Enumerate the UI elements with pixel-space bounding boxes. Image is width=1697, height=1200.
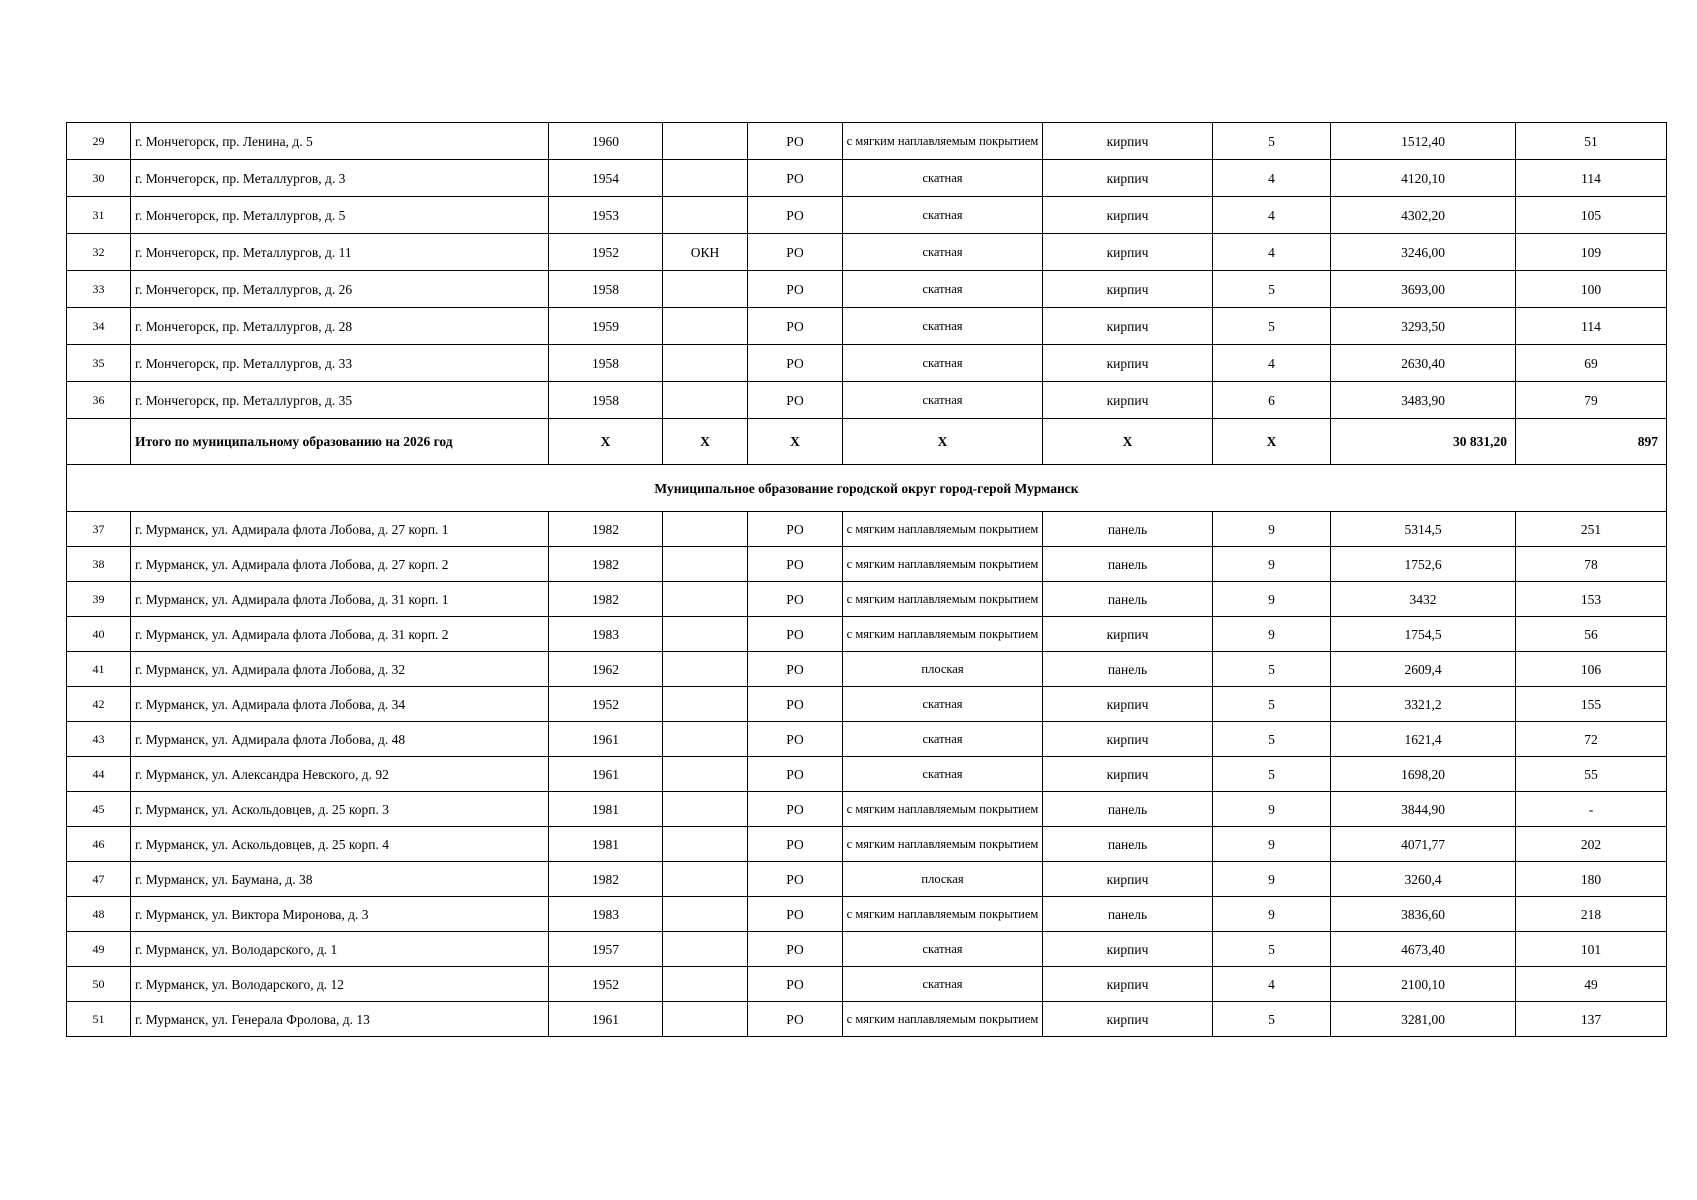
flats-cell: - <box>1516 792 1667 827</box>
year-cell: 1952 <box>549 967 663 1002</box>
row-number: 44 <box>67 757 131 792</box>
flats-cell: 114 <box>1516 160 1667 197</box>
row-number: 35 <box>67 345 131 382</box>
okn-cell <box>663 512 748 547</box>
floors-cell: 5 <box>1213 123 1331 160</box>
wall-material-cell: панель <box>1043 827 1213 862</box>
area-cell: 2609,4 <box>1331 652 1516 687</box>
okn-cell <box>663 687 748 722</box>
year-cell: 1981 <box>549 792 663 827</box>
row-number: 32 <box>67 234 131 271</box>
year-cell: 1982 <box>549 582 663 617</box>
ro-cell: РО <box>748 271 843 308</box>
section-row <box>67 465 1667 512</box>
flats-cell: 137 <box>1516 1002 1667 1037</box>
table-row <box>67 160 1667 197</box>
address-cell: г. Мончегорск, пр. Ленина, д. 5 <box>131 123 549 160</box>
section-title: Муниципальное образование городской округ город-герой Мурманск <box>67 465 1667 512</box>
ro-cell: РО <box>748 160 843 197</box>
roof-type-cell: плоская <box>843 652 1043 687</box>
table-row <box>67 271 1667 308</box>
total-floors: Х <box>1213 419 1331 465</box>
ro-cell: РО <box>748 687 843 722</box>
address-cell: г. Мончегорск, пр. Металлургов, д. 33 <box>131 345 549 382</box>
table-row <box>67 827 1667 862</box>
area-cell: 3844,90 <box>1331 792 1516 827</box>
table-row <box>67 1002 1667 1037</box>
floors-cell: 9 <box>1213 547 1331 582</box>
address-cell: г. Мурманск, ул. Володарского, д. 1 <box>131 932 549 967</box>
wall-material-cell: панель <box>1043 792 1213 827</box>
wall-material-cell: панель <box>1043 547 1213 582</box>
wall-material-cell: кирпич <box>1043 197 1213 234</box>
row-number: 40 <box>67 617 131 652</box>
table-row <box>67 897 1667 932</box>
okn-cell <box>663 308 748 345</box>
floors-cell: 5 <box>1213 932 1331 967</box>
total-ro: Х <box>748 419 843 465</box>
okn-cell <box>663 271 748 308</box>
okn-cell <box>663 862 748 897</box>
year-cell: 1958 <box>549 271 663 308</box>
row-number: 47 <box>67 862 131 897</box>
wall-material-cell: кирпич <box>1043 271 1213 308</box>
total-row <box>67 419 1667 465</box>
flats-cell: 72 <box>1516 722 1667 757</box>
wall-material-cell: панель <box>1043 512 1213 547</box>
total-year: Х <box>549 419 663 465</box>
roof-type-cell: с мягким наплавляемым покрытием <box>843 827 1043 862</box>
ro-cell: РО <box>748 792 843 827</box>
table-row <box>67 687 1667 722</box>
roof-type-cell: с мягким наплавляемым покрытием <box>843 512 1043 547</box>
wall-material-cell: кирпич <box>1043 967 1213 1002</box>
ro-cell: РО <box>748 345 843 382</box>
floors-cell: 9 <box>1213 582 1331 617</box>
table-row <box>67 722 1667 757</box>
ro-cell: РО <box>748 308 843 345</box>
roof-type-cell: скатная <box>843 234 1043 271</box>
flats-cell: 114 <box>1516 308 1667 345</box>
address-cell: г. Мурманск, ул. Баумана, д. 38 <box>131 862 549 897</box>
ro-cell: РО <box>748 652 843 687</box>
address-cell: г. Мурманск, ул. Адмирала флота Лобова, д. 31 корп. 2 <box>131 617 549 652</box>
table-row <box>67 582 1667 617</box>
ro-cell: РО <box>748 234 843 271</box>
housing-table <box>66 122 1667 1037</box>
table-row <box>67 234 1667 271</box>
year-cell: 1982 <box>549 547 663 582</box>
area-cell: 4673,40 <box>1331 932 1516 967</box>
area-cell: 1698,20 <box>1331 757 1516 792</box>
table-row <box>67 862 1667 897</box>
address-cell: г. Мурманск, ул. Александра Невского, д. 92 <box>131 757 549 792</box>
ro-cell: РО <box>748 617 843 652</box>
address-cell: г. Мончегорск, пр. Металлургов, д. 35 <box>131 382 549 419</box>
area-cell: 3321,2 <box>1331 687 1516 722</box>
flats-cell: 153 <box>1516 582 1667 617</box>
area-cell: 1621,4 <box>1331 722 1516 757</box>
row-number: 50 <box>67 967 131 1002</box>
wall-material-cell: кирпич <box>1043 757 1213 792</box>
row-number: 37 <box>67 512 131 547</box>
table-row <box>67 197 1667 234</box>
address-cell: г. Мурманск, ул. Виктора Миронова, д. 3 <box>131 897 549 932</box>
year-cell: 1962 <box>549 652 663 687</box>
flats-cell: 251 <box>1516 512 1667 547</box>
total-label: Итого по муниципальному образованию на 2026 год <box>131 419 549 465</box>
wall-material-cell: кирпич <box>1043 345 1213 382</box>
flats-cell: 78 <box>1516 547 1667 582</box>
floors-cell: 4 <box>1213 197 1331 234</box>
address-cell: г. Мурманск, ул. Адмирала флота Лобова, д. 32 <box>131 652 549 687</box>
table-row <box>67 547 1667 582</box>
year-cell: 1982 <box>549 512 663 547</box>
block1-body <box>67 123 1667 419</box>
ro-cell: РО <box>748 967 843 1002</box>
table-row <box>67 932 1667 967</box>
table-row <box>67 617 1667 652</box>
area-cell: 4302,20 <box>1331 197 1516 234</box>
row-number: 41 <box>67 652 131 687</box>
row-number: 31 <box>67 197 131 234</box>
row-number: 42 <box>67 687 131 722</box>
row-number: 49 <box>67 932 131 967</box>
roof-type-cell: скатная <box>843 687 1043 722</box>
year-cell: 1983 <box>549 617 663 652</box>
floors-cell: 5 <box>1213 1002 1331 1037</box>
wall-material-cell: кирпич <box>1043 1002 1213 1037</box>
roof-type-cell: скатная <box>843 932 1043 967</box>
flats-cell: 69 <box>1516 345 1667 382</box>
ro-cell: РО <box>748 827 843 862</box>
okn-cell <box>663 932 748 967</box>
flats-cell: 218 <box>1516 897 1667 932</box>
okn-cell <box>663 792 748 827</box>
row-number: 48 <box>67 897 131 932</box>
year-cell: 1952 <box>549 234 663 271</box>
okn-cell: ОКН <box>663 234 748 271</box>
roof-type-cell: скатная <box>843 967 1043 1002</box>
wall-material-cell: кирпич <box>1043 382 1213 419</box>
flats-cell: 79 <box>1516 382 1667 419</box>
floors-cell: 5 <box>1213 687 1331 722</box>
floors-cell: 5 <box>1213 722 1331 757</box>
roof-type-cell: скатная <box>843 382 1043 419</box>
row-number: 33 <box>67 271 131 308</box>
flats-cell: 105 <box>1516 197 1667 234</box>
floors-cell: 9 <box>1213 827 1331 862</box>
wall-material-cell: панель <box>1043 582 1213 617</box>
year-cell: 1983 <box>549 897 663 932</box>
year-cell: 1958 <box>549 382 663 419</box>
flats-cell: 55 <box>1516 757 1667 792</box>
address-cell: г. Мурманск, ул. Адмирала флота Лобова, д. 34 <box>131 687 549 722</box>
roof-type-cell: скатная <box>843 271 1043 308</box>
year-cell: 1961 <box>549 722 663 757</box>
flats-cell: 109 <box>1516 234 1667 271</box>
year-cell: 1961 <box>549 757 663 792</box>
ro-cell: РО <box>748 932 843 967</box>
okn-cell <box>663 617 748 652</box>
roof-type-cell: с мягким наплавляемым покрытием <box>843 547 1043 582</box>
ro-cell: РО <box>748 722 843 757</box>
okn-cell <box>663 197 748 234</box>
ro-cell: РО <box>748 1002 843 1037</box>
okn-cell <box>663 757 748 792</box>
okn-cell <box>663 967 748 1002</box>
flats-cell: 180 <box>1516 862 1667 897</box>
wall-material-cell: панель <box>1043 652 1213 687</box>
total-body <box>67 419 1667 512</box>
address-cell: г. Мончегорск, пр. Металлургов, д. 26 <box>131 271 549 308</box>
row-number: 45 <box>67 792 131 827</box>
row-number: 39 <box>67 582 131 617</box>
year-cell: 1958 <box>549 345 663 382</box>
area-cell: 2100,10 <box>1331 967 1516 1002</box>
roof-type-cell: с мягким наплавляемым покрытием <box>843 617 1043 652</box>
year-cell: 1959 <box>549 308 663 345</box>
address-cell: г. Мурманск, ул. Адмирала флота Лобова, д. 27 корп. 1 <box>131 512 549 547</box>
roof-type-cell: скатная <box>843 757 1043 792</box>
wall-material-cell: панель <box>1043 897 1213 932</box>
wall-material-cell: кирпич <box>1043 308 1213 345</box>
floors-cell: 5 <box>1213 308 1331 345</box>
area-cell: 4071,77 <box>1331 827 1516 862</box>
wall-material-cell: кирпич <box>1043 722 1213 757</box>
wall-material-cell: кирпич <box>1043 123 1213 160</box>
okn-cell <box>663 160 748 197</box>
area-cell: 3836,60 <box>1331 897 1516 932</box>
roof-type-cell: плоская <box>843 862 1043 897</box>
roof-type-cell: с мягким наплавляемым покрытием <box>843 123 1043 160</box>
ro-cell: РО <box>748 582 843 617</box>
flats-cell: 202 <box>1516 827 1667 862</box>
okn-cell <box>663 582 748 617</box>
total-flats: 897 <box>1516 419 1667 465</box>
ro-cell: РО <box>748 512 843 547</box>
okn-cell <box>663 547 748 582</box>
ro-cell: РО <box>748 197 843 234</box>
flats-cell: 100 <box>1516 271 1667 308</box>
table-row <box>67 308 1667 345</box>
ro-cell: РО <box>748 757 843 792</box>
okn-cell <box>663 827 748 862</box>
year-cell: 1981 <box>549 827 663 862</box>
address-cell: г. Мурманск, ул. Адмирала флота Лобова, д. 27 корп. 2 <box>131 547 549 582</box>
floors-cell: 4 <box>1213 967 1331 1002</box>
year-cell: 1953 <box>549 197 663 234</box>
area-cell: 3483,90 <box>1331 382 1516 419</box>
flats-cell: 49 <box>1516 967 1667 1002</box>
wall-material-cell: кирпич <box>1043 160 1213 197</box>
total-roof: Х <box>843 419 1043 465</box>
flats-cell: 56 <box>1516 617 1667 652</box>
okn-cell <box>663 1002 748 1037</box>
wall-material-cell: кирпич <box>1043 234 1213 271</box>
roof-type-cell: с мягким наплавляемым покрытием <box>843 582 1043 617</box>
floors-cell: 9 <box>1213 617 1331 652</box>
address-cell: г. Мурманск, ул. Адмирала флота Лобова, д. 48 <box>131 722 549 757</box>
address-cell: г. Мончегорск, пр. Металлургов, д. 28 <box>131 308 549 345</box>
floors-cell: 6 <box>1213 382 1331 419</box>
flats-cell: 155 <box>1516 687 1667 722</box>
wall-material-cell: кирпич <box>1043 687 1213 722</box>
floors-cell: 5 <box>1213 757 1331 792</box>
area-cell: 2630,40 <box>1331 345 1516 382</box>
area-cell: 1754,5 <box>1331 617 1516 652</box>
year-cell: 1954 <box>549 160 663 197</box>
block2-body <box>67 512 1667 1037</box>
table-row <box>67 967 1667 1002</box>
flats-cell: 101 <box>1516 932 1667 967</box>
year-cell: 1961 <box>549 1002 663 1037</box>
floors-cell: 9 <box>1213 792 1331 827</box>
flats-cell: 51 <box>1516 123 1667 160</box>
wall-material-cell: кирпич <box>1043 862 1213 897</box>
ro-cell: РО <box>748 382 843 419</box>
floors-cell: 5 <box>1213 271 1331 308</box>
table-row <box>67 757 1667 792</box>
table-row <box>67 652 1667 687</box>
area-cell: 3281,00 <box>1331 1002 1516 1037</box>
row-number: 30 <box>67 160 131 197</box>
roof-type-cell: скатная <box>843 160 1043 197</box>
area-cell: 5314,5 <box>1331 512 1516 547</box>
area-cell: 1752,6 <box>1331 547 1516 582</box>
row-number: 36 <box>67 382 131 419</box>
table-row <box>67 792 1667 827</box>
year-cell: 1957 <box>549 932 663 967</box>
area-cell: 3293,50 <box>1331 308 1516 345</box>
row-number: 46 <box>67 827 131 862</box>
floors-cell: 4 <box>1213 345 1331 382</box>
floors-cell: 9 <box>1213 897 1331 932</box>
year-cell: 1952 <box>549 687 663 722</box>
okn-cell <box>663 722 748 757</box>
area-cell: 4120,10 <box>1331 160 1516 197</box>
row-number: 43 <box>67 722 131 757</box>
ro-cell: РО <box>748 862 843 897</box>
table-row <box>67 382 1667 419</box>
roof-type-cell: скатная <box>843 722 1043 757</box>
okn-cell <box>663 345 748 382</box>
address-cell: г. Мурманск, ул. Володарского, д. 12 <box>131 967 549 1002</box>
total-area: 30 831,20 <box>1331 419 1516 465</box>
year-cell: 1960 <box>549 123 663 160</box>
address-cell: г. Мурманск, ул. Аскольдовцев, д. 25 корп. 4 <box>131 827 549 862</box>
roof-type-cell: скатная <box>843 197 1043 234</box>
wall-material-cell: кирпич <box>1043 932 1213 967</box>
total-empty-cell <box>67 419 131 465</box>
address-cell: г. Мурманск, ул. Генерала Фролова, д. 13 <box>131 1002 549 1037</box>
okn-cell <box>663 382 748 419</box>
floors-cell: 5 <box>1213 652 1331 687</box>
wall-material-cell: кирпич <box>1043 617 1213 652</box>
table-row <box>67 345 1667 382</box>
floors-cell: 9 <box>1213 862 1331 897</box>
area-cell: 3246,00 <box>1331 234 1516 271</box>
total-okn: Х <box>663 419 748 465</box>
okn-cell <box>663 652 748 687</box>
row-number: 38 <box>67 547 131 582</box>
address-cell: г. Мончегорск, пр. Металлургов, д. 3 <box>131 160 549 197</box>
floors-cell: 4 <box>1213 160 1331 197</box>
address-cell: г. Мончегорск, пр. Металлургов, д. 11 <box>131 234 549 271</box>
flats-cell: 106 <box>1516 652 1667 687</box>
row-number: 34 <box>67 308 131 345</box>
roof-type-cell: с мягким наплавляемым покрытием <box>843 1002 1043 1037</box>
row-number: 51 <box>67 1002 131 1037</box>
table-row <box>67 512 1667 547</box>
address-cell: г. Мончегорск, пр. Металлургов, д. 5 <box>131 197 549 234</box>
area-cell: 3260,4 <box>1331 862 1516 897</box>
okn-cell <box>663 897 748 932</box>
ro-cell: РО <box>748 897 843 932</box>
table-row <box>67 123 1667 160</box>
okn-cell <box>663 123 748 160</box>
roof-type-cell: с мягким наплавляемым покрытием <box>843 792 1043 827</box>
row-number: 29 <box>67 123 131 160</box>
floors-cell: 9 <box>1213 512 1331 547</box>
ro-cell: РО <box>748 547 843 582</box>
ro-cell: РО <box>748 123 843 160</box>
roof-type-cell: скатная <box>843 308 1043 345</box>
floors-cell: 4 <box>1213 234 1331 271</box>
total-wall: Х <box>1043 419 1213 465</box>
roof-type-cell: скатная <box>843 345 1043 382</box>
year-cell: 1982 <box>549 862 663 897</box>
roof-type-cell: с мягким наплавляемым покрытием <box>843 897 1043 932</box>
address-cell: г. Мурманск, ул. Аскольдовцев, д. 25 корп. 3 <box>131 792 549 827</box>
address-cell: г. Мурманск, ул. Адмирала флота Лобова, д. 31 корп. 1 <box>131 582 549 617</box>
area-cell: 3432 <box>1331 582 1516 617</box>
area-cell: 1512,40 <box>1331 123 1516 160</box>
area-cell: 3693,00 <box>1331 271 1516 308</box>
